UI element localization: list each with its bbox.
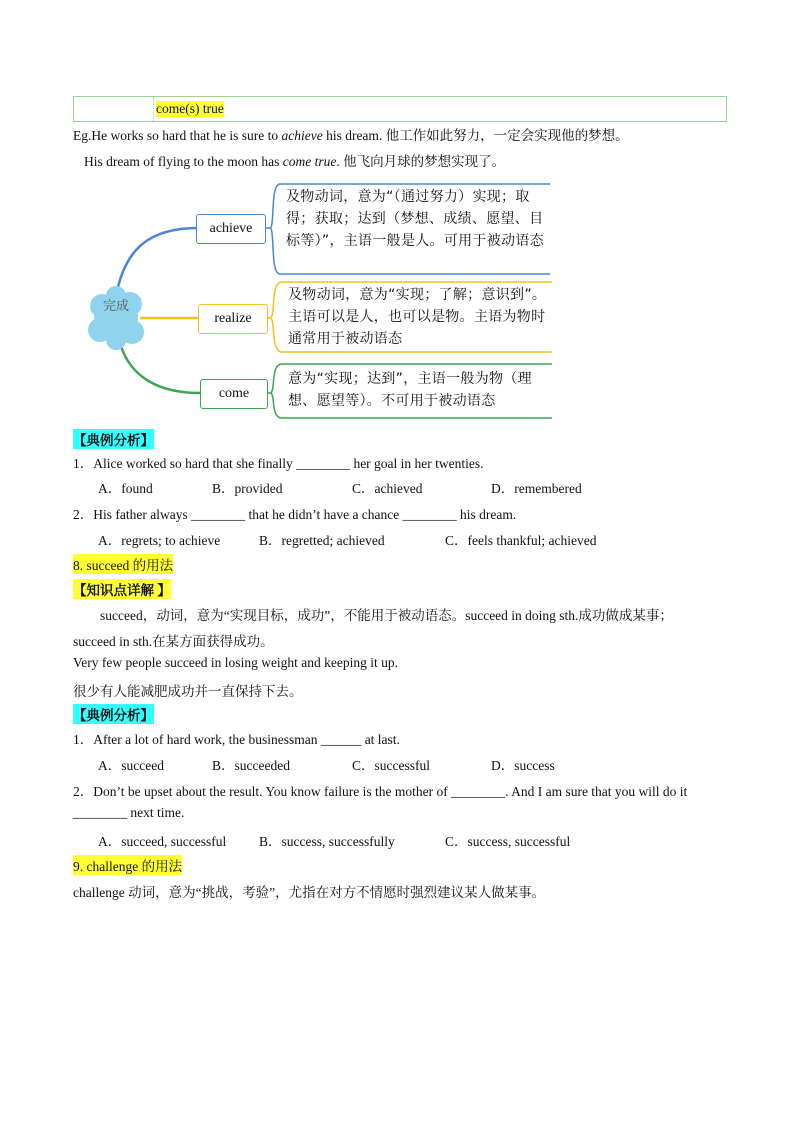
q2-option-a: A．regrets; to achieve: [98, 533, 221, 548]
mindmap-desc-come: 意为“实现；达到”，主语一般为物（理想、愿望等）。不可用于被动语态: [288, 371, 532, 409]
section-9-title: 9. challenge 的用法: [73, 855, 182, 875]
q1-option-a: A．found: [98, 481, 153, 496]
example-line-2: His dream of flying to the moon has come true. 他飞向月球的梦想实现了。: [84, 154, 506, 169]
mindmap: [80, 178, 560, 423]
section-8-tag: 【知识点详解 】: [73, 579, 171, 599]
question-1: 1．Alice worked so hard that she finally ________ her goal in her twenties.: [73, 456, 484, 471]
s8-q1-option-b: B．succeeded: [212, 758, 290, 773]
table-row: [73, 96, 727, 122]
mindmap-center-label: 完成: [102, 299, 129, 314]
example-line-1: Eg.He works so hard that he is sure to achieve his dream. 他工作如此努力，一定会实现他的梦想。: [73, 128, 629, 143]
mindmap-word-achieve: achieve: [196, 214, 266, 244]
q1-option-d: D．remembered: [491, 481, 582, 496]
s8-q2-option-a: A．succeed, successful: [98, 834, 227, 849]
table-cell-text: come(s) true: [156, 101, 224, 116]
s8-q1-option-c: C．successful: [352, 758, 430, 773]
s8-question-2a: 2．Don’t be upset about the result. You know failure is the mother of ________. And I am sure that you will do it: [73, 784, 688, 799]
section-tag-example-analysis: 【典例分析】: [73, 429, 154, 449]
section-8-title: 8. succeed 的用法: [73, 554, 173, 574]
section-8-para-2: succeed in sth.在某方面获得成功。: [73, 634, 274, 649]
s8-question-2b: ________ next time.: [73, 805, 185, 820]
s8-question-1: 1．After a lot of hard work, the businessman ______ at last.: [73, 732, 400, 747]
q2-option-c: C．feels thankful; achieved: [445, 533, 597, 548]
connector-achieve: [116, 228, 198, 296]
mindmap-desc-achieve: 及物动词，意为“（通过努力）实现；取得；获取；达到（梦想、成绩、愿望、目标等）”，主语一般是人。可用于被动语态: [286, 189, 544, 249]
q1-option-b: B．provided: [212, 481, 283, 496]
q2-option-b: B．regretted; achieved: [259, 533, 385, 548]
s8-q1-option-d: D．success: [491, 758, 555, 773]
section-8-para-3: Very few people succeed in losing weight and keeping it up.: [73, 655, 399, 670]
table-cell-empty: [74, 97, 154, 121]
s8-q1-option-a: A．succeed: [98, 758, 164, 773]
question-2: 2．His father always ________ that he didn’t have a chance ________ his dream.: [73, 507, 517, 522]
section-8-para-4: 很少有人能减肥成功并一直保持下去。: [73, 684, 303, 699]
s8-q2-option-c: C．success, successful: [445, 834, 571, 849]
mindmap-desc-realize: 及物动词，意为“实现；了解；意识到”。主语可以是人，也可以是物。主语为物时通常用于被动语态: [288, 287, 547, 347]
s8-q2-option-b: B．success, successfully: [259, 834, 395, 849]
section-9-para-1: challenge 动词，意为“挑战，考验”，尤指在对方不情愿时强烈建议某人做某事。: [73, 885, 546, 900]
mindmap-word-come: come: [200, 379, 268, 409]
connector-come: [120, 343, 200, 393]
q1-option-c: C．achieved: [352, 481, 423, 496]
center-cloud-shape: [88, 286, 144, 350]
section-8-tag-2: 【典例分析】: [73, 704, 154, 724]
mindmap-word-realize: realize: [198, 304, 268, 334]
section-8-para-1: succeed，动词，意为“实现目标，成功”，不能用于被动语态。succeed in doing sth.成功做成某事；: [100, 608, 673, 623]
